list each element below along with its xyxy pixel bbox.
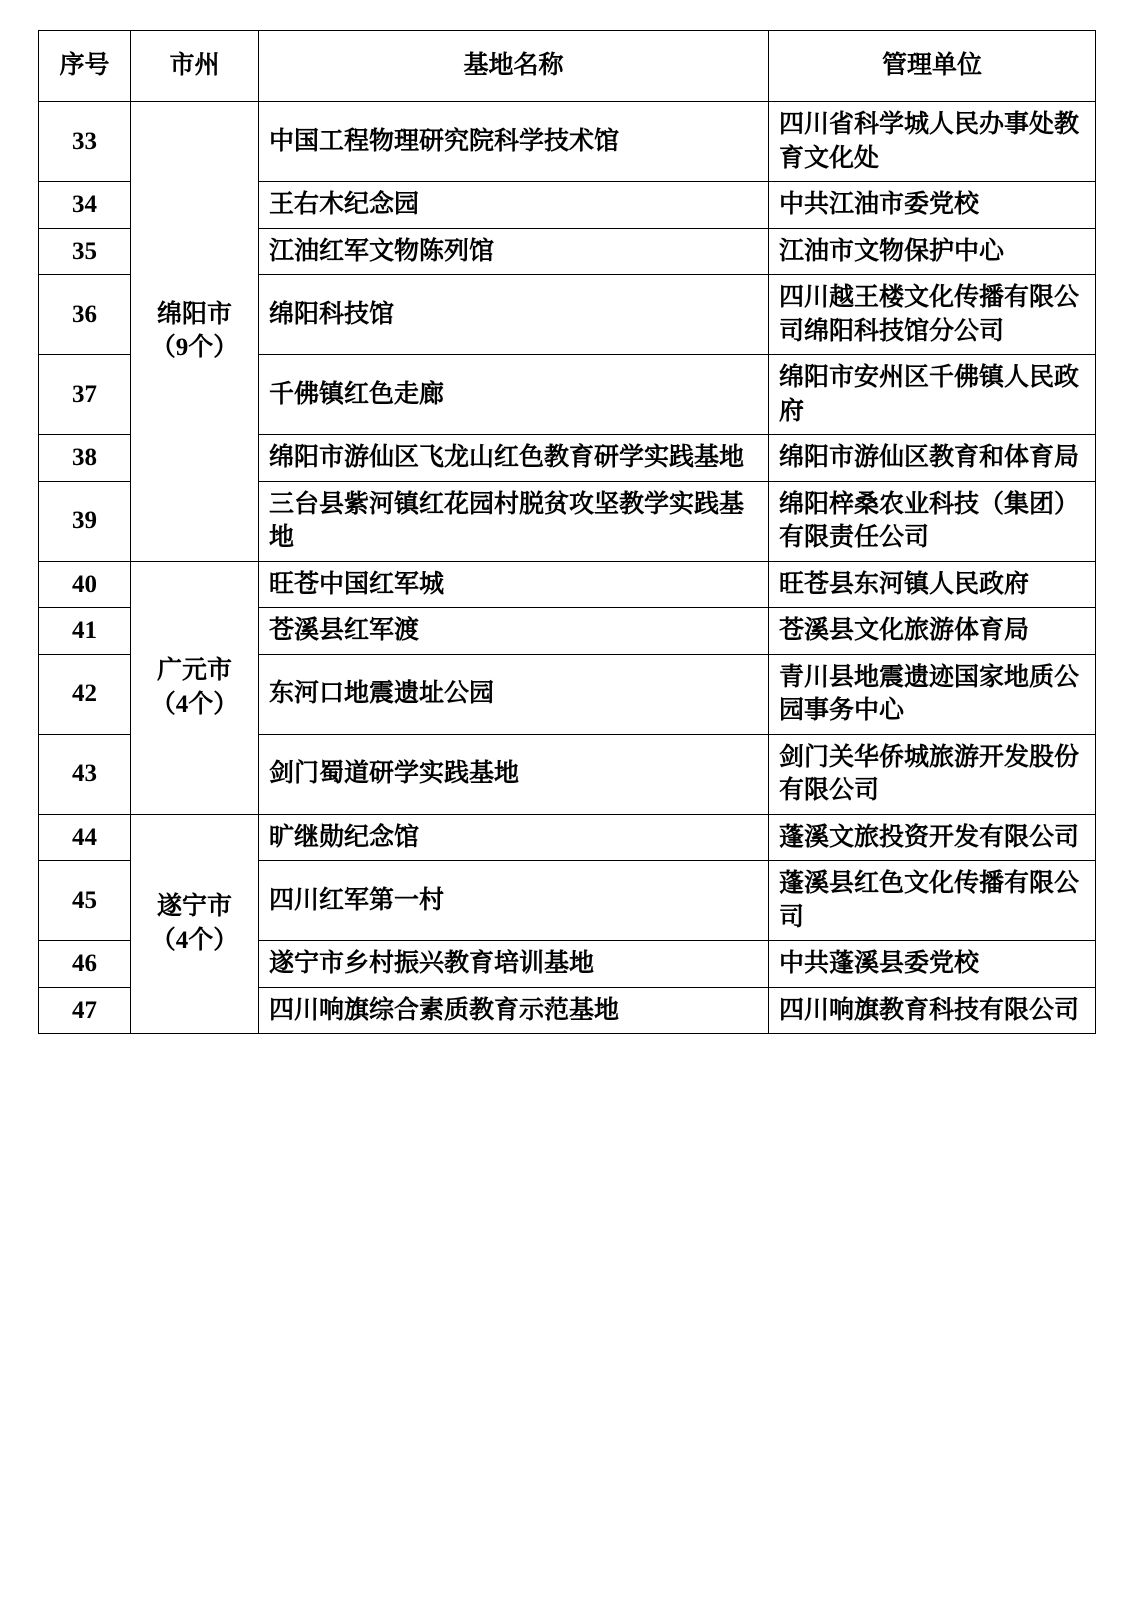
cell-index: 38 — [39, 435, 131, 482]
education-bases-table — [38, 30, 1096, 1034]
cell-base-name: 千佛镇红色走廊 — [259, 355, 769, 435]
cell-index: 44 — [39, 814, 131, 861]
cell-base-name: 三台县紫河镇红花园村脱贫攻坚教学实践基地 — [259, 481, 769, 561]
cell-base-name: 江油红军文物陈列馆 — [259, 228, 769, 275]
column-header-index: 序号 — [39, 31, 131, 102]
cell-index: 36 — [39, 275, 131, 355]
cell-managing-unit: 青川县地震遗迹国家地质公园事务中心 — [769, 654, 1096, 734]
cell-city — [131, 814, 259, 1034]
cell-base-name: 四川红军第一村 — [259, 861, 769, 941]
cell-index: 35 — [39, 228, 131, 275]
cell-base-name: 四川响旗综合素质教育示范基地 — [259, 987, 769, 1034]
cell-base-name: 绵阳市游仙区飞龙山红色教育研学实践基地 — [259, 435, 769, 482]
cell-managing-unit: 蓬溪县红色文化传播有限公司 — [769, 861, 1096, 941]
city-count: （4个） — [150, 926, 239, 954]
city-count: （4个） — [150, 690, 239, 718]
cell-base-name: 东河口地震遗址公园 — [259, 654, 769, 734]
cell-managing-unit: 四川越王楼文化传播有限公司绵阳科技馆分公司 — [769, 275, 1096, 355]
cell-managing-unit: 四川省科学城人民办事处教育文化处 — [769, 102, 1096, 182]
cell-managing-unit: 蓬溪文旅投资开发有限公司 — [769, 814, 1096, 861]
cell-managing-unit: 旺苍县东河镇人民政府 — [769, 561, 1096, 608]
cell-index: 39 — [39, 481, 131, 561]
table-header — [39, 31, 1096, 102]
city-count: （9个） — [150, 334, 239, 362]
column-header-base-name: 基地名称 — [259, 31, 769, 102]
city-name: 广元市 — [156, 657, 232, 684]
column-header-managing-unit: 管理单位 — [769, 31, 1096, 102]
cell-base-name: 王右木纪念园 — [259, 182, 769, 229]
cell-managing-unit: 苍溪县文化旅游体育局 — [769, 608, 1096, 655]
city-name: 绵阳市 — [156, 300, 232, 328]
cell-managing-unit: 中共蓬溪县委党校 — [769, 941, 1096, 988]
table-header-row — [39, 31, 1096, 102]
cell-base-name: 遂宁市乡村振兴教育培训基地 — [259, 941, 769, 988]
cell-managing-unit: 绵阳梓桑农业科技（集团）有限责任公司 — [769, 481, 1096, 561]
cell-managing-unit: 四川响旗教育科技有限公司 — [769, 987, 1096, 1034]
column-header-city: 市州 — [131, 31, 259, 102]
table-body — [39, 102, 1096, 1034]
cell-base-name: 绵阳科技馆 — [259, 275, 769, 355]
cell-index: 33 — [39, 102, 131, 182]
cell-base-name: 剑门蜀道研学实践基地 — [259, 734, 769, 814]
table-row — [39, 102, 1096, 182]
cell-managing-unit: 江油市文物保护中心 — [769, 228, 1096, 275]
cell-managing-unit: 剑门关华侨城旅游开发股份有限公司 — [769, 734, 1096, 814]
cell-city — [131, 561, 259, 814]
cell-managing-unit: 绵阳市安州区千佛镇人民政府 — [769, 355, 1096, 435]
table-row — [39, 814, 1096, 861]
cell-base-name: 旺苍中国红军城 — [259, 561, 769, 608]
cell-index: 46 — [39, 941, 131, 988]
cell-index: 41 — [39, 608, 131, 655]
cell-base-name: 苍溪县红军渡 — [259, 608, 769, 655]
cell-base-name: 中国工程物理研究院科学技术馆 — [259, 102, 769, 182]
city-name: 遂宁市 — [156, 893, 232, 921]
cell-managing-unit: 绵阳市游仙区教育和体育局 — [769, 435, 1096, 482]
cell-index: 42 — [39, 654, 131, 734]
cell-base-name: 旷继勋纪念馆 — [259, 814, 769, 861]
cell-city — [131, 102, 259, 562]
cell-index: 37 — [39, 355, 131, 435]
cell-index: 47 — [39, 987, 131, 1034]
cell-index: 43 — [39, 734, 131, 814]
cell-index: 45 — [39, 861, 131, 941]
table-row — [39, 561, 1096, 608]
cell-managing-unit: 中共江油市委党校 — [769, 182, 1096, 229]
cell-index: 34 — [39, 182, 131, 229]
cell-index: 40 — [39, 561, 131, 608]
